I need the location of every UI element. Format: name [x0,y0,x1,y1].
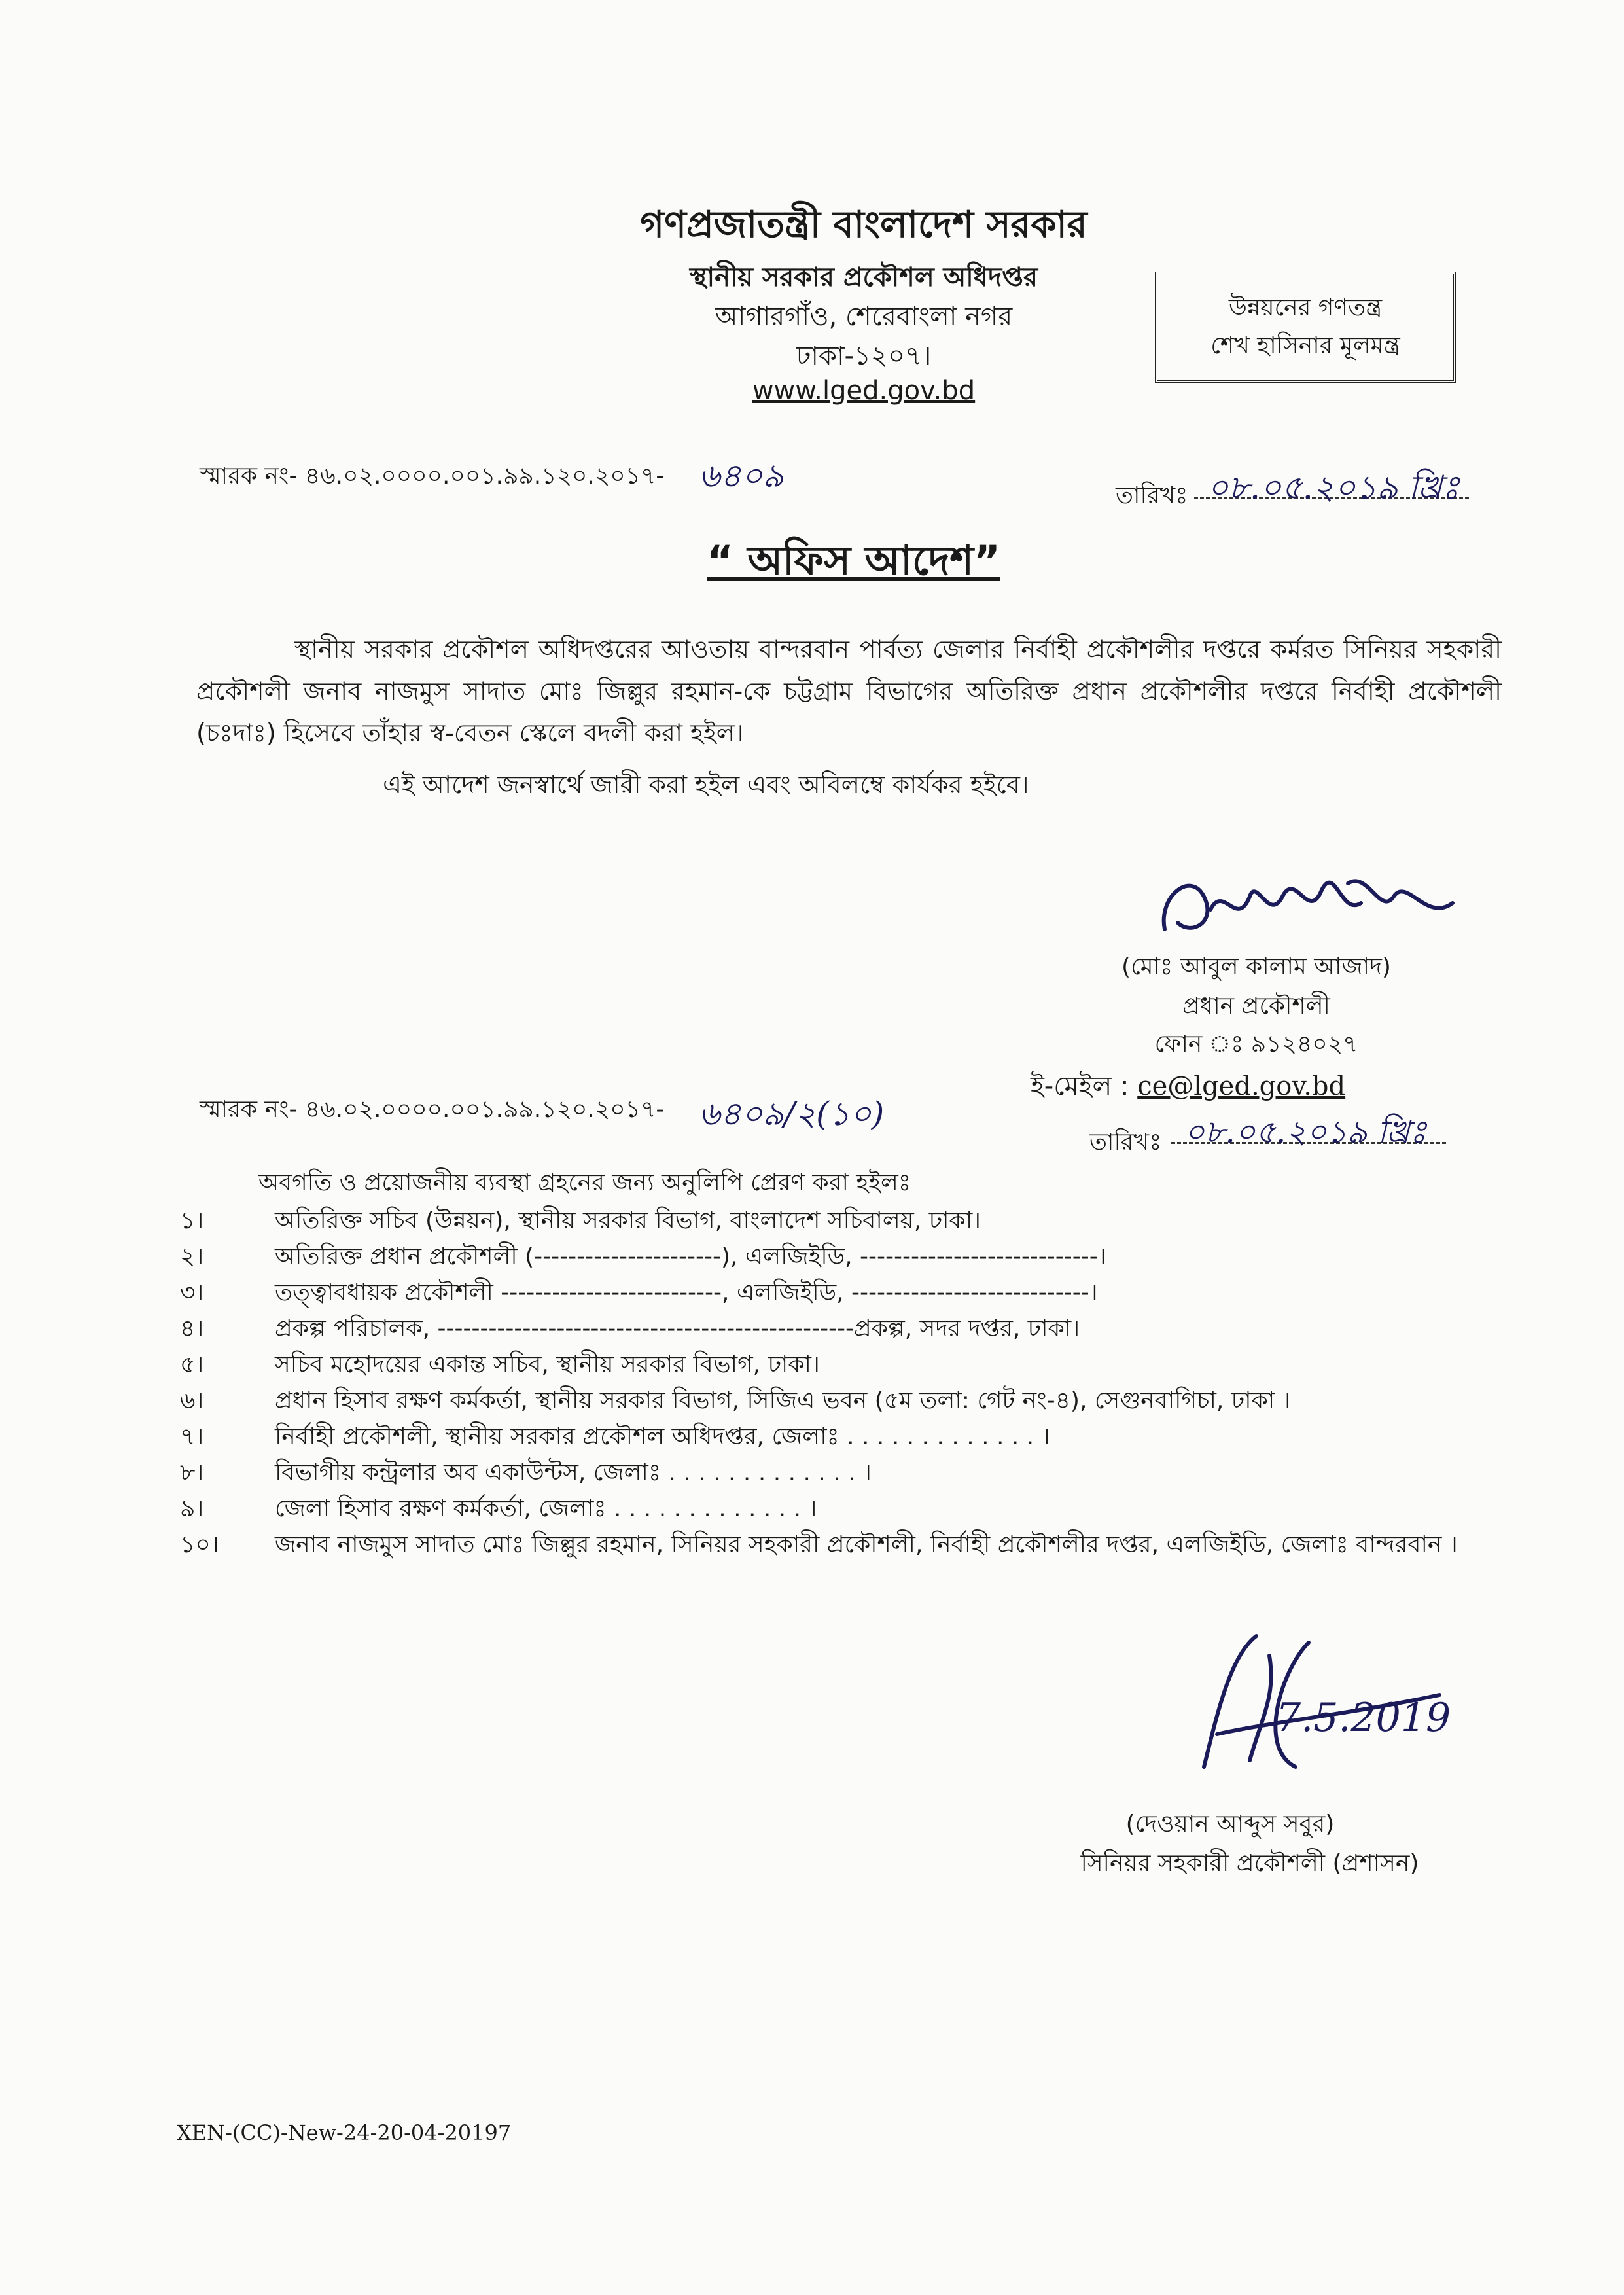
list-item [180,1275,1462,1311]
memo-2-number-handwritten: ৬৪০৯/২(১০) [699,1095,885,1133]
signatory-1-email [1031,1065,1345,1109]
list-item-number: ১০। [180,1531,219,1558]
memo-number-label: স্মারক নং- ৪৬.০২.০০০০.০০১.৯৯.১২০.২০১৭- [200,463,665,489]
memo-date-label: তারিখঃ [1116,482,1188,509]
list-item [180,1239,1462,1275]
signatory-1-name: (মোঃ আবুল কালাম আজাদ) [1121,953,1391,980]
signature-scribble [1152,857,1466,949]
memo-2-date-label: তারিখঃ [1089,1129,1162,1156]
list-item [180,1383,1462,1419]
slogan-line-1: উন্নয়নের গণতন্ত্র [1228,294,1383,322]
slogan-box [1155,272,1456,383]
list-item [180,1203,1462,1239]
list-item-number: ৬। [180,1387,204,1414]
slogan-line-2: শেখ হাসিনার মূলমন্ত্র [1210,332,1400,359]
memo-number-2 [200,1092,664,1131]
list-item [180,1419,1462,1455]
memo-2-date-handwritten: ০৮.০৫.২০১৯ খ্রিঃ [1184,1114,1427,1150]
signature-2-date: 7.5.2019 [1276,1695,1451,1741]
list-item-text: প্রধান হিসাব রক্ষণ কর্মকর্তা, স্থানীয় সরকার বিভাগ, সিজিএ ভবন (৫ম তলা: গেট নং-৪), সেগুনবাগিচা, ঢাকা । [275,1387,1291,1414]
list-item [180,1491,1462,1527]
office-order-title: “ অফিস আদেশ” [707,537,1000,584]
list-item-text: সচিব মহোদয়ের একান্ত সচিব, স্থানীয় সরকার বিভাগ, ঢাকা। [275,1351,820,1378]
effect-line: এই আদেশ জনস্বার্থে জারী করা হইল এবং অবিলম্বে কার্যকর হইবে। [383,770,1029,799]
signatory-2-name: (দেওয়ান আব্দুস সবুর) [1125,1811,1335,1838]
signatory-2-title: সিনিয়র সহকারী প্রকৌশলী (প্রশাসন) [1080,1850,1419,1877]
list-item-number: ৫। [180,1351,204,1378]
list-item [180,1311,1462,1347]
list-item-number: ৮। [180,1459,204,1486]
list-item-text: অতিরিক্ত সচিব (উন্নয়ন), স্থানীয় সরকার বিভাগ, বাংলাদেশ সচিবালয়, ঢাকা। [275,1207,981,1234]
list-item-text: অতিরিক্ত প্রধান প্রকৌশলী (----------------------), এলজিইডি, ----------------------------। [275,1243,1106,1270]
list-item-number: ১। [180,1207,204,1234]
list-item-text: তত্ত্বাবধায়ক প্রকৌশলী --------------------------, এলজিইডি, ----------------------------। [275,1279,1098,1306]
email-label: ই-মেইল : [1031,1071,1129,1101]
government-title: গণপ্রজাতন্ত্রী বাংলাদেশ সরকার [640,204,1087,246]
list-item-number: ৭। [180,1423,204,1450]
memo-number-handwritten: ৬৪০৯ [699,457,784,495]
list-item [180,1347,1462,1383]
list-item-number: ৩। [180,1279,204,1306]
signatory-1-phone: ফোন ঃ ৯১২৪০২৭ [1154,1031,1358,1058]
list-item-number: ৪। [180,1315,204,1342]
list-item-text: জনাব নাজমুস সাদাত মোঃ জিল্লুর রহমান, সিনিয়র সহকারী প্রকৌশলী, নির্বাহী প্রকৌশলীর দপ্তর, এলজিইডি, জেলাঃ বান্দরবান । [275,1531,1458,1558]
email-link[interactable]: ce@lged.gov.bd [1137,1071,1346,1101]
list-item-text: বিভাগীয় কন্ট্রলার অব একাউন্টস, জেলাঃ . . . . . . . . . . . . . । [275,1459,872,1486]
list-item [180,1455,1462,1491]
website-link[interactable]: www.lged.gov.bd [752,376,976,406]
footer-reference-code: XEN-(CC)-New-24-20-04-20197 [177,2120,512,2145]
address-line-1: আগারগাঁও, শেরেবাংলা নগর [715,302,1013,332]
list-item-number: ২। [180,1243,204,1270]
memo-date-handwritten: ০৮.০৫.২০১৯ খ্রিঃ [1207,469,1460,507]
cc-intro: অবগতি ও প্রয়োজনীয় ব্যবস্থা গ্রহনের জন্য অনুলিপি প্রেরণ করা হইলঃ [258,1169,911,1196]
list-item-text: নির্বাহী প্রকৌশলী, স্থানীয় সরকার প্রকৌশল অধিদপ্তর, জেলাঃ . . . . . . . . . . . . . । [275,1423,1050,1450]
list-item-text: প্রকল্প পরিচালক, -------------------------------------------------প্রকল্প, সদর দপ্তর, ঢাকা। [275,1315,1080,1342]
memo-number-1 [200,458,664,497]
department-name: স্থানীয় সরকার প্রকৌশল অধিদপ্তর [690,262,1038,293]
order-body-paragraph: স্থানীয় সরকার প্রকৌশল অধিদপ্তরের আওতায় বান্দরবান পার্বত্য জেলার নির্বাহী প্রকৌশলীর দপ্তরে কর্মরত সিনিয়র সহকারী প্রকৌশলী জনাব নাজমুস সাদাত মোঃ জিল্লুর রহমান-কে চট্টগ্রাম বিভাগের অতিরিক্ত প্রধান প্রকৌশলীর দপ্তরে নির্বাহী প্রকৌশলী (চঃদাঃ) হিসেবে তাঁহার স্ব-বেতন স্কেলে বদলী করা হইল। [196,635,1502,747]
list-item-text: জেলা হিসাব রক্ষণ কর্মকর্তা, জেলাঃ . . . . . . . . . . . . . । [275,1495,817,1522]
list-item-number: ৯। [180,1495,204,1522]
list-item [180,1527,1462,1563]
signatory-1-title: প্রধান প্রকৌশলী [1182,993,1330,1020]
memo-2-number-label: স্মারক নং- ৪৬.০২.০০০০.০০১.৯৯.১২০.২০১৭- [200,1096,665,1123]
address-line-2: ঢাকা-১২০৭। [796,341,932,371]
cc-list [180,1203,1462,1563]
